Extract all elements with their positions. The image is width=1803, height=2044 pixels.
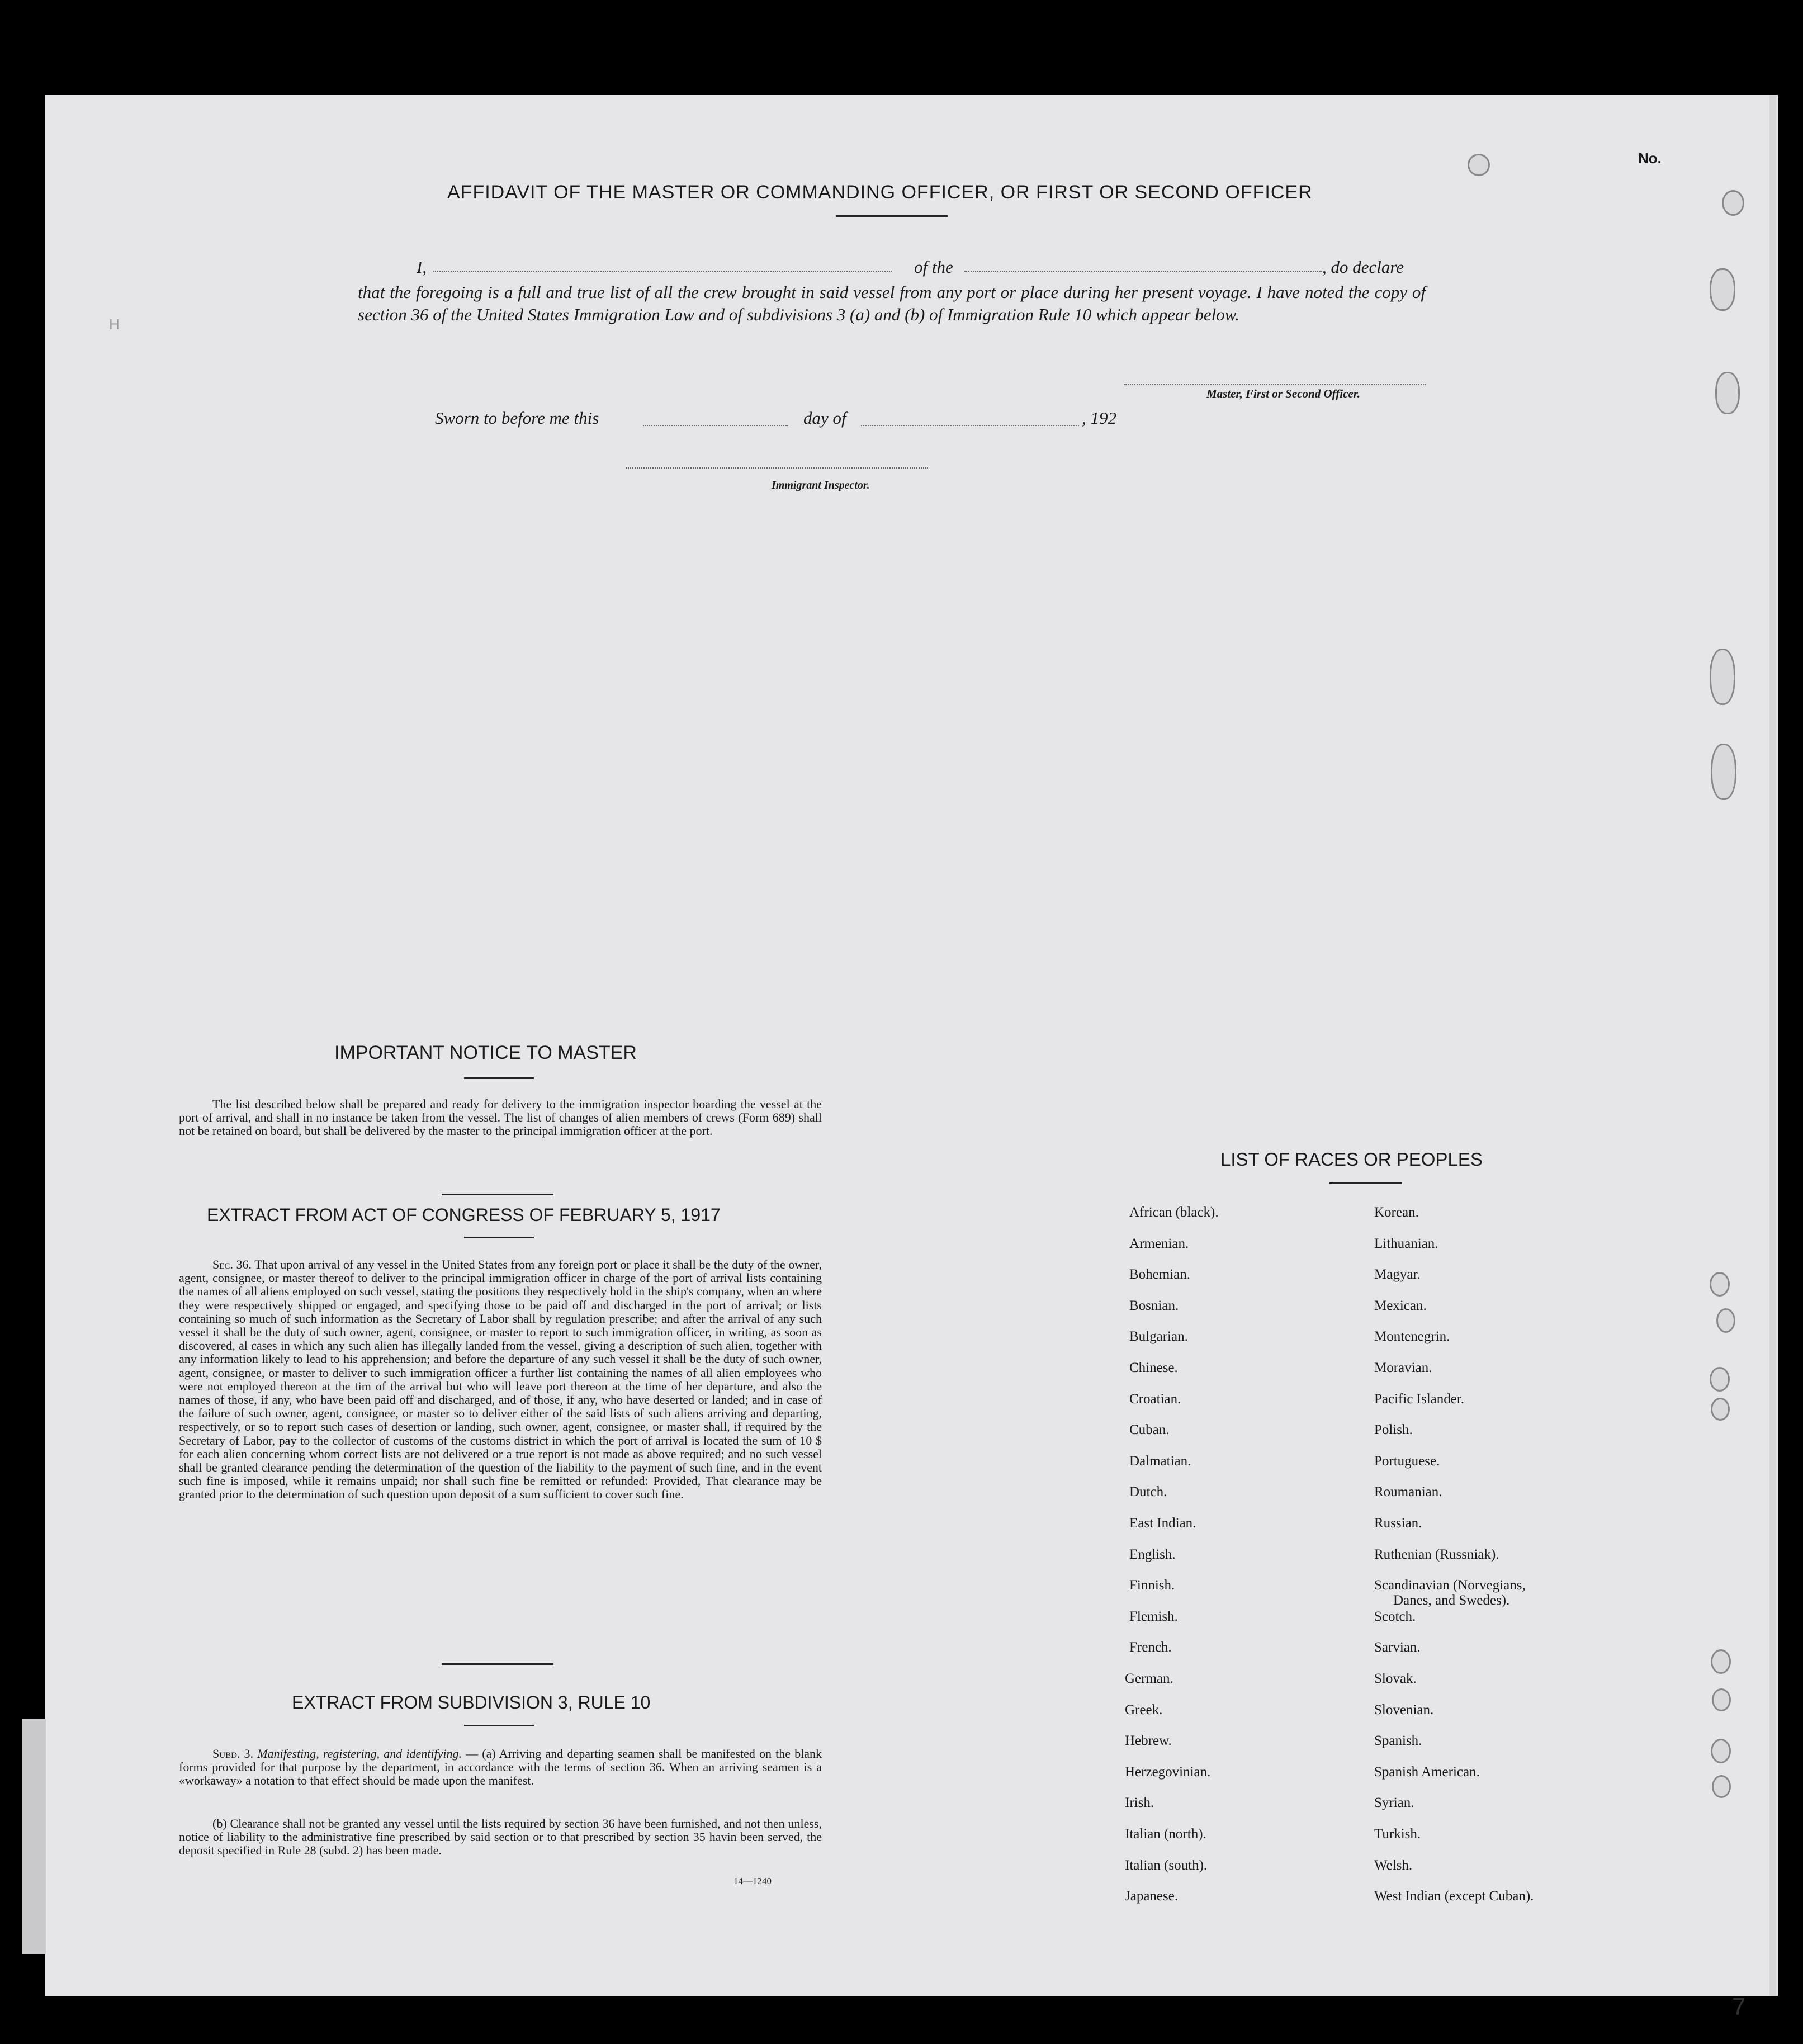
punch-hole xyxy=(1711,744,1736,800)
day-of-text: day of xyxy=(803,408,846,428)
race-item: Pacific Islander. xyxy=(1374,1391,1465,1407)
affidavit-declare: , do declare xyxy=(1322,257,1404,277)
act-title: EXTRACT FROM ACT OF CONGRESS OF FEBRUARY 5, 1917 xyxy=(207,1205,721,1225)
race-item: Greek. xyxy=(1125,1702,1163,1717)
race-item: West Indian (except Cuban). xyxy=(1374,1889,1534,1904)
race-item: Flemish. xyxy=(1129,1608,1178,1624)
affidavit-i: I, xyxy=(417,257,427,277)
races-title: LIST OF RACES OR PEOPLES xyxy=(1220,1149,1483,1170)
corner-number: No. xyxy=(1638,150,1662,167)
race-item: Montenegrin. xyxy=(1374,1329,1450,1345)
race-item: Welsh. xyxy=(1374,1857,1413,1873)
rule-subd-heading: Manifesting, registering, and identifying. xyxy=(257,1747,462,1761)
race-item: Irish. xyxy=(1125,1795,1154,1811)
punch-hole xyxy=(1716,1308,1735,1333)
race-item: Sarvian. xyxy=(1374,1640,1421,1655)
act-top-rule xyxy=(442,1194,553,1195)
race-item: Magyar. xyxy=(1374,1267,1421,1283)
inspector-label: Immigrant Inspector. xyxy=(772,479,870,491)
act-bottom-rule xyxy=(442,1663,553,1665)
month-blank xyxy=(861,425,1079,426)
punch-hole xyxy=(1711,1649,1731,1674)
race-item: Polish. xyxy=(1374,1422,1413,1438)
rule-title: EXTRACT FROM SUBDIVISION 3, RULE 10 xyxy=(292,1692,651,1712)
race-item: Bosnian. xyxy=(1129,1298,1179,1313)
race-item: Scotch. xyxy=(1374,1608,1416,1624)
punch-hole xyxy=(1710,268,1735,311)
race-item: Italian (south). xyxy=(1125,1857,1208,1873)
act-body-text: That upon arrival of any vessel in the United States from any foreign port or place it shall be the duty of the owner, agent, consignee, or master thereof to deliver to the principal immigration officer in charge of the port of arrival lists containing the names of all aliens employed on such vessel, stating the positions they respectively hold in the ship's company, when an where they were respectively shipped or engaged, and specifying those to be paid off and discharged in the port of arrival; or lists containing so much of such information as the Secretary of Labor shall by regulation prescribe; and after the arrival of any such vessel it shall be the duty of such owner, agent, consignee, or master to report to such immigration officer, in writing, as soon as discovered, al cases in which any such alien has illegally landed from the vessel, giving a description of such alien, together with any information likely to lead to his apprehension; and before the departure of any such vessel it shall be the duty of such owner, agent, consignee, or master to deliver to such immigration officer a further list containing the names of all alien employees who were not employed thereon at the tim of the arrival but who will leave port thereon at the time of her departure, and also the names of those, if any, who have been paid off and discharged, and of those, if any, who have deserted or landed; and in case of the failure of such owner, agent, consignee, or master so to deliver either of the said lists of such aliens arriving and departing, respectively, or so to report such cases of desertion or landing, such owner, agent, consignee, or master shall, if required by the Secretary of Labor, pay to the collector of customs of the customs district in which the port of arrival is located the sum of 10 $ for each alien concerning whom correct lists are not delivered or a true report is not made as above required; and no such vessel shall be granted clearance pending the determination of the question of the liability to the payment of such fine, and in the event such fine is imposed, while it remains unpaid; nor shall such fine be remitted or refunded: Provided, That clearance may be granted prior to the determination of such question upon deposit of a sum sufficient to cover such fine. xyxy=(179,1257,822,1502)
race-item: Moravian. xyxy=(1374,1360,1432,1375)
form-number: 14—1240 xyxy=(733,1876,772,1886)
race-item: Mexican. xyxy=(1374,1298,1427,1313)
affidavit-title: AFFIDAVIT OF THE MASTER OR COMMANDING OFFICER, OR FIRST OR SECOND OFFICER xyxy=(447,182,1313,203)
race-item: Herzegovinian. xyxy=(1125,1764,1211,1780)
race-item: Hebrew. xyxy=(1125,1733,1172,1749)
notice-title: IMPORTANT NOTICE TO MASTER xyxy=(334,1042,637,1063)
act-body xyxy=(179,1258,822,1502)
punch-hole xyxy=(1711,1398,1730,1421)
race-item: Italian (north). xyxy=(1125,1827,1206,1842)
rule-para-a xyxy=(179,1747,822,1787)
race-item: Cuban. xyxy=(1129,1422,1170,1438)
race-item: German. xyxy=(1125,1671,1173,1686)
race-item: French. xyxy=(1129,1640,1172,1655)
race-item: Spanish. xyxy=(1374,1733,1422,1749)
master-label: Master, First or Second Officer. xyxy=(1206,387,1360,400)
punch-hole xyxy=(1712,1688,1731,1711)
punch-hole xyxy=(1710,1272,1730,1297)
race-item: English. xyxy=(1129,1546,1176,1562)
day-blank xyxy=(643,425,788,426)
punch-hole xyxy=(1722,190,1744,216)
race-item: Danes, and Swedes). xyxy=(1393,1593,1510,1608)
punch-hole xyxy=(1711,1739,1731,1763)
title-underline xyxy=(836,215,948,217)
races-underline xyxy=(1329,1182,1402,1184)
sworn-text: Sworn to before me this xyxy=(435,408,599,428)
punch-hole xyxy=(1468,154,1490,176)
race-item: Roumanian. xyxy=(1374,1484,1442,1500)
race-item: Bulgarian. xyxy=(1129,1329,1188,1345)
margin-mark-right: 7 xyxy=(1732,1993,1746,2021)
inspector-signature-blank xyxy=(626,467,928,469)
affidavit-body: that the foregoing is a full and true list of all the crew brought in said vessel from any port or place during her present voyage. I have noted the copy of section 36 of the United States Immigration Law and of subdivisions 3 (a) and (b) of Immigration Rule 10 which appear below. xyxy=(358,282,1426,324)
race-item: Japanese. xyxy=(1125,1889,1179,1904)
binding-tab xyxy=(22,1719,46,1954)
punch-hole xyxy=(1715,372,1740,414)
punch-hole xyxy=(1710,1367,1730,1392)
race-item: Dutch. xyxy=(1129,1484,1167,1500)
race-item: Scandinavian (Norvegians, xyxy=(1374,1578,1526,1593)
race-item: Croatian. xyxy=(1129,1391,1181,1407)
race-item: East Indian. xyxy=(1129,1516,1196,1531)
punch-hole xyxy=(1710,649,1735,705)
race-item: Turkish. xyxy=(1374,1827,1421,1842)
race-item: Russian. xyxy=(1374,1516,1422,1531)
race-item: Armenian. xyxy=(1129,1236,1189,1251)
race-item: Bohemian. xyxy=(1129,1267,1191,1283)
act-underline xyxy=(464,1237,534,1238)
rule-underline xyxy=(464,1725,534,1726)
master-signature-blank xyxy=(1124,384,1426,385)
act-sec-label: Sec. 36. xyxy=(212,1257,252,1271)
year-text: , 192 xyxy=(1082,408,1116,428)
race-item: Dalmatian. xyxy=(1129,1453,1191,1469)
punch-hole xyxy=(1712,1775,1731,1798)
race-item: Finnish. xyxy=(1129,1578,1175,1593)
rule-subd-label: Subd. 3. xyxy=(212,1747,254,1761)
race-item: Spanish American. xyxy=(1374,1764,1480,1780)
vessel-blank xyxy=(964,271,1322,272)
race-item: Slovenian. xyxy=(1374,1702,1434,1717)
rule-para-b: (b) Clearance shall not be granted any vessel until the lists required by section 36 have been furnished, and not then unless, notice of liability to the administrative fine prescribed by said section or to that prescribed by section 35 havin been served, the deposit specified in Rule 28 (subd. 2) has been made. xyxy=(179,1816,822,1857)
race-item: Lithuanian. xyxy=(1374,1236,1438,1251)
rule-para-a-text: — (a) Arriving and departing seamen shall be manifested on the blank forms provided for that purpose by the department, in accordance with the terms of section 36. When an arriving seamen is a «workaway» a notation to that effect should be made upon the manifest. xyxy=(179,1747,822,1787)
race-item: African (black). xyxy=(1129,1205,1219,1220)
notice-underline xyxy=(464,1077,534,1079)
race-item: Chinese. xyxy=(1129,1360,1178,1375)
name-blank xyxy=(433,271,892,272)
race-item: Korean. xyxy=(1374,1205,1419,1220)
race-item: Ruthenian (Russniak). xyxy=(1374,1546,1499,1562)
margin-mark-left: H xyxy=(109,316,120,333)
affidavit-of-the: of the xyxy=(914,257,953,277)
race-item: Syrian. xyxy=(1374,1795,1414,1811)
race-item: Slovak. xyxy=(1374,1671,1417,1686)
race-item: Portuguese. xyxy=(1374,1453,1440,1469)
notice-body: The list described below shall be prepared and ready for delivery to the immigration inspector boarding the vessel at the port of arrival, and shall in no instance be taken from the vessel. The list of changes of alien members of crews (Form 689) shall not be retained on board, but shall be delivered by the master to the principal immigration officer at the port. xyxy=(179,1097,822,1138)
sheet-edge xyxy=(1769,95,1776,1996)
